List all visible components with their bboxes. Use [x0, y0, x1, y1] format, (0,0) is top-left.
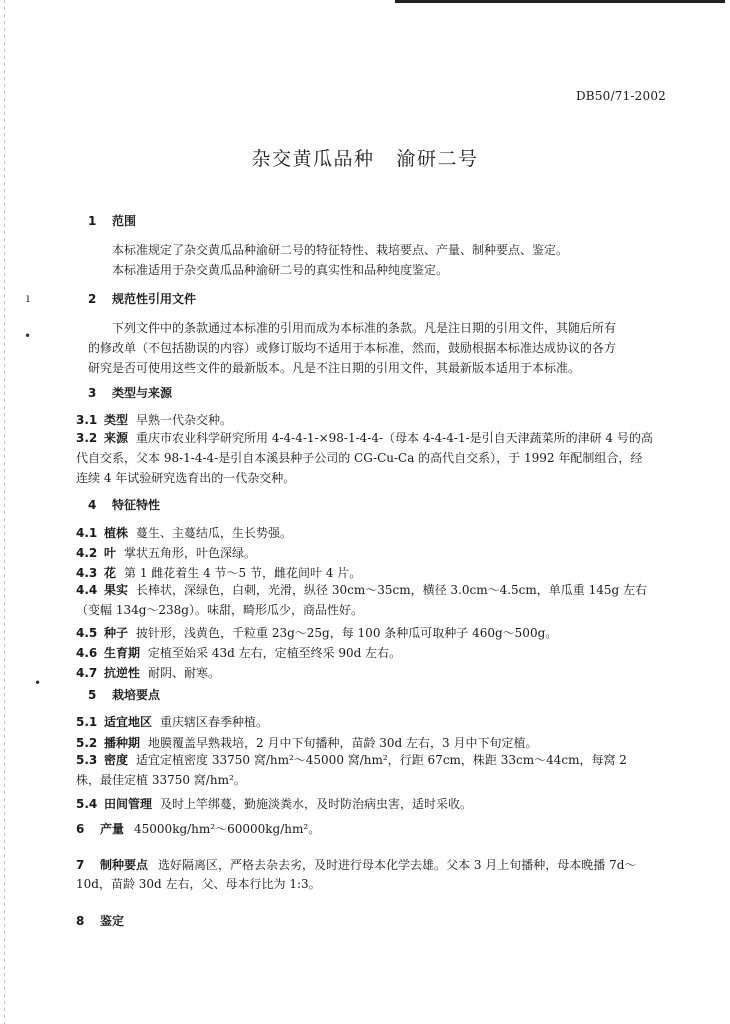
paragraph: 选好隔离区，严格去杂去劣，及时进行母本化学去雄。父本 3 月上旬播种，母本晚播 7d～ [158, 858, 637, 872]
section-heading: 4 特征特性 [88, 498, 161, 512]
margin-mark: • [24, 329, 32, 343]
clause-3-1: 3.1 类型 早熟一代杂交种。 [76, 413, 233, 427]
clause-3-2: 3.2 来源 重庆市农业科学研究所用 4-4-4-1-×98-1-4-4-（母本 4-4-4-1-是引自天津蔬菜所的津研 4 号的高代自交系，父本 98-1-4-4-是引自本溪县种子公司的 CG-Cu-Ca 的高代自交系），于 1992 年配制组合，经连续 4 年试验研究选育出的一代杂交种。 [76, 431, 653, 485]
paragraph: 本标准适用于杂交黄瓜品种渝研二号的真实性和品种纯度鉴定。 [112, 263, 449, 277]
paragraph: 本标准规定了杂交黄瓜品种渝研二号的特征特性、栽培要点、产量、制种要点、鉴定。 [112, 243, 569, 257]
title-part2: 渝研二号 [396, 148, 479, 170]
top-rule [395, 0, 725, 3]
doc-number: DB50/71-2002 [575, 89, 666, 103]
section-heading: 5 栽培要点 [88, 688, 161, 702]
clause-4-3: 4.3 花 第 1 雌花着生 4 节～5 节，雌花间叶 4 片。 [76, 566, 362, 580]
section-heading: 8 鉴定 [76, 914, 125, 928]
section-heading: 2 规范性引用文件 [88, 292, 197, 306]
page-title [0, 144, 730, 171]
clause-5-4: 5.4 田间管理 及时上竿绑蔓，勤施淡粪水，及时防治病虫害，适时采收。 [76, 797, 473, 811]
paragraph: 10d，苗龄 30d 左右，父、母本行比为 1:3。 [76, 877, 321, 891]
section-heading: 1 范围 [88, 214, 137, 228]
clause-4-7: 4.7 抗逆性 耐阴、耐寒。 [76, 666, 221, 680]
clause-4-1: 4.1 植株 蔓生、主蔓结瓜，生长势强。 [76, 526, 293, 540]
clause-4-2: 4.2 叶 掌状五角形，叶色深绿。 [76, 546, 257, 560]
margin-mark: ı [26, 291, 30, 305]
yield-value: 45000kg/hm²～60000kg/hm²。 [134, 822, 321, 836]
clause-5-2: 5.2 播种期 地膜覆盖早熟栽培，2 月中下旬播种，苗龄 30d 左右，3 月中下旬定植。 [76, 736, 538, 750]
clause-4-6: 4.6 生育期 定植至始采 43d 左右，定植至终采 90d 左右。 [76, 646, 402, 660]
clause-4-4: 4.4 果实 长棒状，深绿色，白刺，光滑，纵径 30cm～35cm，横径 3.0cm～4.5cm，单瓜重 145g 左右（变幅 134g～238g）。味甜，畸形瓜少，商品性好。 [76, 583, 647, 617]
title-part1: 杂交黄瓜品种 [251, 148, 375, 170]
margin-mark: • [34, 676, 42, 690]
section-heading: 6 产量 45000kg/hm²～60000kg/hm²。 [76, 822, 321, 836]
paragraph: 下列文件中的条款通过本标准的引用而成为本标准的条款。凡是注日期的引用文件，其随后所有 [112, 321, 617, 335]
clause-5-1: 5.1 适宜地区 重庆辖区春季种植。 [76, 715, 269, 729]
paragraph: 的修改单（不包括勘误的内容）或修订版均不适用于本标准，然而，鼓励根据本标准达成协议的各方 [88, 341, 617, 355]
section-heading: 3 类型与来源 [88, 386, 173, 400]
paragraph: 研究是否可使用这些文件的最新版本。凡是不注日期的引用文件，其最新版本适用于本标准。 [88, 361, 581, 375]
section-heading: 7 制种要点 选好隔离区，严格去杂去劣，及时进行母本化学去雄。父本 3 月上旬播种，母本晚播 7d～ [76, 858, 637, 872]
clause-4-5: 4.5 种子 披针形，浅黄色，千粒重 23g～25g，每 100 条种瓜可取种子 460g～500g。 [76, 626, 558, 640]
clause-5-3: 5.3 密度 适宜定植密度 33750 窝/hm²～45000 窝/hm²，行距 67cm，株距 33cm～44cm，每窝 2 株，最佳定植 33750 窝/hm²。 [76, 753, 627, 787]
